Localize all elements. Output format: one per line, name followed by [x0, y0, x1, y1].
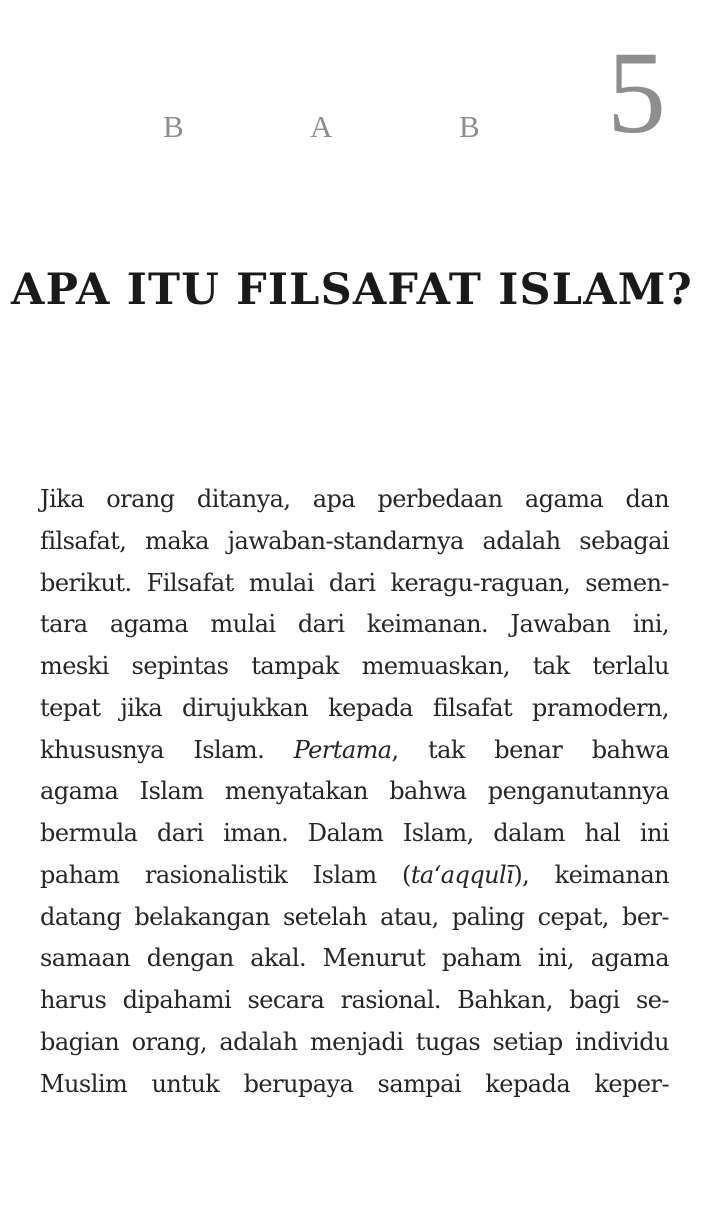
line-text: paham rasionalistik Islam ( — [40, 860, 411, 889]
italic-term: ta‘aqqulī — [410, 860, 514, 889]
line-text: Muslim untuk berupaya sampai kepada keper- — [40, 1069, 669, 1098]
line-text: ), keimanan — [513, 860, 669, 889]
paragraph-line — [40, 771, 669, 813]
line-text: bermula dari iman. Dalam Islam, dalam hal ini — [40, 819, 669, 847]
line-text: khususnya Islam. — [40, 735, 294, 764]
line-text: tara agama mulai dari keimanan. Jawaban ini, — [40, 610, 669, 639]
paragraph-line — [40, 1022, 669, 1064]
paragraph-line — [40, 855, 669, 897]
line-text: Jika orang ditanya, apa perbedaan agama dan — [40, 485, 669, 513]
chapter-label-letter: B — [163, 109, 184, 144]
line-text: meski sepintas tampak memuaskan, tak terlalu — [40, 652, 669, 680]
chapter-label-letter: B — [459, 109, 480, 144]
line-text: tepat jika dirujukkan kepada filsafat pramodern, — [40, 693, 669, 722]
chapter-number: 5 — [607, 27, 666, 158]
paragraph-line — [40, 604, 669, 646]
line-text: harus dipahami secara rasional. Bahkan, bagi se- — [40, 986, 669, 1014]
line-text: samaan dengan akal. Menurut paham ini, agama — [40, 944, 669, 973]
paragraph-line — [40, 688, 669, 730]
italic-term: Pertama — [293, 735, 392, 764]
line-text: agama Islam menyatakan bahwa penganutannya — [40, 777, 669, 806]
paragraph-line — [40, 1064, 669, 1106]
paragraph-line — [40, 479, 669, 521]
line-text: bagian orang, adalah menjadi tugas setiap individu — [40, 1027, 669, 1056]
paragraph-line — [40, 521, 669, 563]
body-paragraph — [40, 479, 669, 1105]
line-text: datang belakangan setelah atau, paling cepat, ber- — [40, 902, 669, 931]
paragraph-line — [40, 938, 669, 980]
chapter-label — [0, 110, 704, 150]
paragraph-line — [40, 813, 669, 855]
paragraph-line — [40, 897, 669, 939]
paragraph-line — [40, 980, 669, 1022]
paragraph-line — [40, 730, 669, 772]
line-text: , tak benar bahwa — [391, 735, 669, 764]
chapter-title: APA ITU FILSAFAT ISLAM? — [11, 265, 693, 315]
line-text: berikut. Filsafat mulai dari keragu-raguan, semen- — [40, 568, 669, 597]
paragraph-line — [40, 646, 669, 688]
line-text: filsafat, maka jawaban-standarnya adalah sebagai — [40, 526, 669, 555]
paragraph-line — [40, 563, 669, 605]
chapter-label-letter: A — [310, 109, 333, 144]
